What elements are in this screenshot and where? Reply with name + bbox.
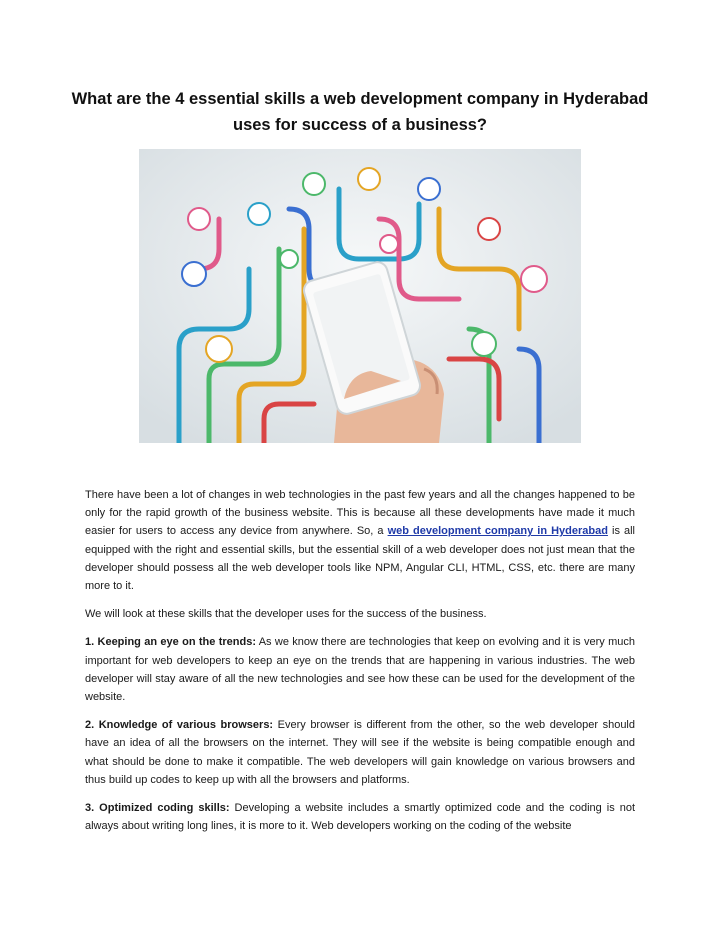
skill-heading: 3. Optimized coding skills: bbox=[85, 802, 230, 815]
skill-text: Developing a website includes a smartly optimized code and the coding is not always about writing long lines, it is more to it. Web developers working on the coding of the website bbox=[85, 802, 635, 833]
skill-heading: 1. Keeping an eye on the trends: bbox=[85, 636, 256, 649]
skill-item-3 bbox=[85, 799, 635, 835]
intro-paragraph bbox=[85, 486, 635, 595]
skill-heading: 2. Knowledge of various browsers: bbox=[85, 719, 274, 732]
page-title: What are the 4 essential skills a web development company in Hyderabad uses for success of a business? bbox=[71, 90, 649, 134]
skill-text: As we know there are technologies that keep on evolving and it is very much important for web developers to keep an eye on the trends that are happening in various industries. The web developer will stay aware of all the new technologies and see how these can be used for the development of the website. bbox=[85, 636, 635, 704]
article-body bbox=[85, 486, 635, 845]
hero-image bbox=[139, 149, 581, 443]
intro-text-end: is all equipped with the right and essential skills, but the essential skill of a web developer does not just mean that the developer should possess all the web developer tools like NPM, Angular CLI, HTML, CSS, etc. there are many more to it. bbox=[85, 525, 636, 593]
lead-paragraph: We will look at these skills that the developer uses for the success of the business. bbox=[85, 608, 487, 621]
skill-item-2 bbox=[85, 716, 635, 789]
skill-item-1 bbox=[85, 633, 635, 706]
intro-text-start: There have been a lot of changes in web technologies in the past few years and all the changes happened to be only for the rapid growth of the business website. This is because all these developments have made it much easier for users to access any device from anywhere. So, a bbox=[85, 489, 635, 538]
skill-text: Every browser is different from the other, so the web developer should have an idea of all the browsers on the internet. They will see if the website is being compatible enough and what should be done to make it compatible. The web developers will gain knowledge on various browsers and thus build up codes to keep up with all the browsers and platforms. bbox=[85, 719, 635, 786]
company-link[interactable]: web development company in Hyderabad bbox=[387, 525, 608, 538]
